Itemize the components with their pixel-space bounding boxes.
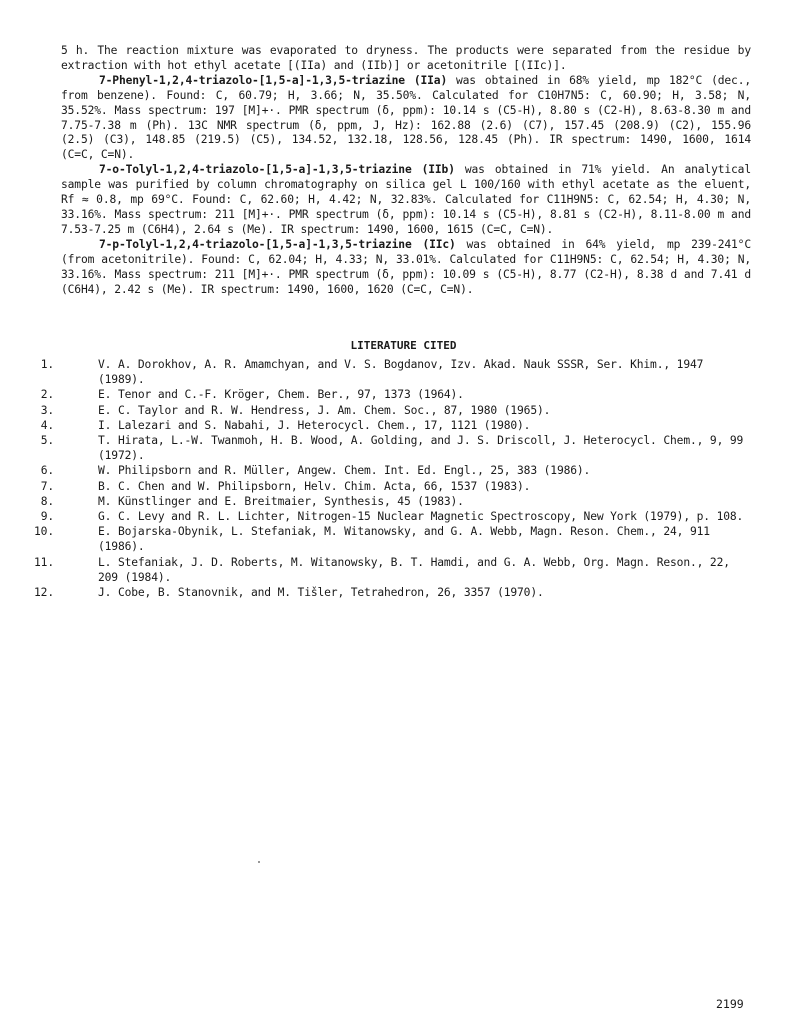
paragraph-compound-IIb (61, 163, 751, 238)
literature-heading: LITERATURE CITED (350, 339, 457, 352)
reference-item (32, 585, 752, 600)
reference-number: 3. (40, 403, 54, 417)
reference-number: 4. (40, 418, 54, 432)
paragraph-intro: 5 h. The reaction mixture was evaporated to dryness. The products were separated from the residue by extraction with hot ethyl acetate [(IIa) and (IIb)] or acetonitrile [(IIc)]. (61, 44, 751, 72)
reference-text: G. C. Levy and R. L. Lichter, Nitrogen-15 Nuclear Magnetic Spectroscopy, New York (1979), p. 108. (98, 510, 744, 524)
compound-IIb-title: 7-o-Tolyl-1,2,4-triazolo-[1,5-a]-1,3,5-triazine (IIb) (99, 163, 455, 177)
reference-number: 9. (40, 510, 54, 524)
reference-text: E. Tenor and C.-F. Kröger, Chem. Ber., 97, 1373 (1964). (98, 388, 464, 402)
reference-text: M. Künstlinger and E. Breitmaier, Synthesis, 45 (1983). (98, 494, 464, 508)
reference-number: 5. (40, 434, 54, 448)
reference-number: 10. (34, 525, 54, 539)
scan-speck (258, 861, 260, 863)
compound-IIc-title: 7-p-Tolyl-1,2,4-triazolo-[1,5-a]-1,3,5-triazine (IIc) (99, 237, 456, 251)
reference-item (32, 463, 752, 478)
reference-text: I. Lalezari and S. Nabahi, J. Heterocycl. Chem., 17, 1121 (1980). (98, 418, 531, 432)
reference-number: 7. (40, 479, 54, 493)
reference-text: E. C. Taylor and R. W. Hendress, J. Am. Chem. Soc., 87, 1980 (1965). (98, 403, 551, 417)
reference-item (32, 494, 752, 509)
reference-text: B. C. Chen and W. Philipsborn, Helv. Chim. Acta, 66, 1537 (1983). (98, 479, 531, 493)
reference-number: 11. (34, 555, 54, 569)
reference-item (32, 555, 752, 585)
reference-text: L. Stefaniak, J. D. Roberts, M. Witanowsky, B. T. Hamdi, and G. A. Webb, Org. Magn. Reson., 22, 209 (1984). (98, 555, 730, 584)
reference-item (32, 403, 752, 418)
compound-IIc-text: was obtained in 64% yield, mp 239-241°C (from acetonitrile). Found: C, 62.04; H, 4.33; N, 33.01%. Calculated for C11H9N5: C, 62.54; H, 4.30; N, 33.16%. Mass spectrum: 211 [M]+·. PMR spectrum (δ, ppm): 10.09 s (C5-H), 8.77 (C2-H), 8.38 d and 7.41 d (C6H4), 2.42 s (Me). IR spectrum: 1490, 1600, 1620 (C=C, C=N). (61, 237, 751, 296)
reference-number: 1. (40, 358, 54, 371)
compound-IIb-text: was obtained in 71% yield. An analytical sample was purified by column chromatography on silica gel L 100/160 with ethyl acetate as the eluent, Rf ≈ 0.8, mp 69°C. Found: C, 62.60; H, 4.42; N, 32.83%. Calculated for C11H9N5: C, 62.54; H, 4.30; N, 33.16%. Mass spectrum: 211 [M]+·. PMR spectrum (δ, ppm): 10.14 s (C5-H), 8.81 s (C2-H), 8.11-8.00 m and 7.53-7.25 m (C6H4), 2.64 s (Me). IR spectrum: 1490, 1600, 1615 (C=C, C=N). (61, 163, 751, 236)
reference-number: 6. (40, 464, 54, 478)
reference-item (32, 509, 752, 524)
reference-item (32, 524, 752, 554)
reference-text: J. Cobe, B. Stanovnik, and M. Tišler, Tetrahedron, 26, 3357 (1970). (98, 586, 544, 600)
reference-text: T. Hirata, L.-W. Twanmoh, H. B. Wood, A. Golding, and J. S. Driscoll, J. Heterocycl. Chem., 9, 99 (1972). (98, 434, 744, 463)
compound-IIa-text: was obtained in 68% yield, mp 182°C (dec., from benzene). Found: C, 60.79; H, 3.66; N, 35.50%. Calculated for C10H7N5: C, 60.90; H, 3.58; N, 35.52%. Mass spectrum: 197 [M]+·. PMR spectrum (δ, ppm): 10.14 s (C5-H), 8.80 s (C2-H), 8.63-8.30 m and 7.75-7.38 m (Ph). 13C NMR spectrum (δ, ppm, J, Hz): 162.88 (2.6) (C7), 157.45 (208.9) (C2), 155.96 (2.5) (C3), 148.85 (219.5) (C5), 134.52, 132.18, 128.56, 128.45 (Ph). IR spectrum: 1490, 1600, 1614 (C=C, C=N). (61, 73, 751, 162)
reference-item (32, 357, 752, 387)
reference-number: 2. (40, 388, 54, 402)
reference-number: 8. (40, 494, 54, 508)
reference-item (32, 479, 752, 494)
experimental-section (61, 44, 751, 297)
paragraph-compound-IIa (61, 74, 751, 163)
paragraph-compound-IIc (61, 238, 751, 298)
reference-list (32, 357, 752, 600)
reference-text: E. Bojarska-Obynik, L. Stefaniak, M. Witanowsky, and G. A. Webb, Magn. Reson. Chem., 24, 911 (1986). (98, 525, 710, 554)
reference-item (32, 387, 752, 402)
reference-item (32, 418, 752, 433)
compound-IIa-title: 7-Phenyl-1,2,4-triazolo-[1,5-a]-1,3,5-triazine (IIa) (99, 73, 448, 87)
reference-item (32, 433, 752, 463)
page-number: 2199 (716, 997, 744, 1011)
reference-number: 12. (34, 586, 54, 600)
reference-text: W. Philipsborn and R. Müller, Angew. Chem. Int. Ed. Engl., 25, 383 (1986). (98, 464, 591, 478)
reference-text: V. A. Dorokhov, A. R. Amamchyan, and V. S. Bogdanov, Izv. Akad. Nauk SSSR, Ser. Khim., 1947 (1989). (98, 358, 704, 387)
